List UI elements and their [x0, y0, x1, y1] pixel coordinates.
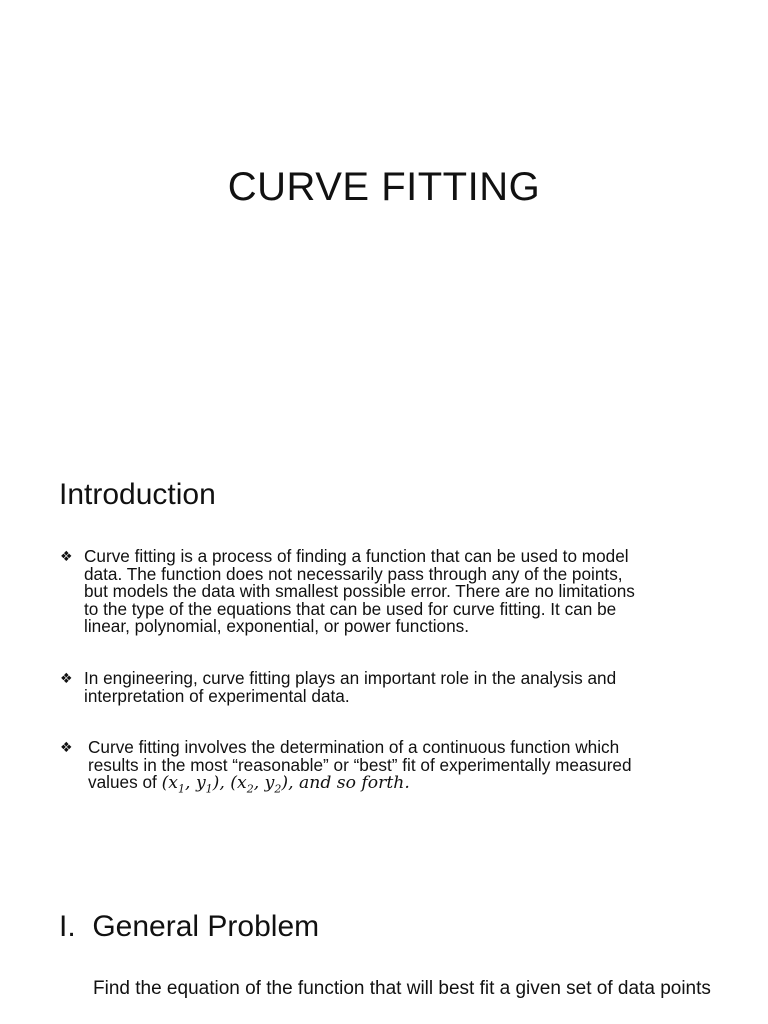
- intro-bullet-3: [60, 739, 632, 798]
- bullet-text: Curve fitting is a process of finding a function that can be used to model data. The function does not necessarily pass through any of the points, but models the data with smallest possible error. There are no limitations to the type of the equations that can be used for curve fitting. It can be linear, polynomial, exponential, or power functions.: [84, 546, 635, 636]
- intro-bullet-2: [60, 670, 616, 705]
- general-problem-heading: I. General Problem: [59, 910, 320, 943]
- math-expression: ($x_1$, $y_1$), ($x_2$, $y_2$), and so forth.: [161, 773, 410, 796]
- diamond-bullet-icon: ❖: [60, 670, 73, 686]
- page-title: CURVE FITTING: [227, 165, 541, 209]
- bullet-text: In engineering, curve fitting plays an important role in the analysis and interpretation of experimental data.: [84, 668, 617, 706]
- bullet-text-lead: Curve fitting involves the determination of a continuous function which results in the most “reasonable” or “best” fit of experimentally measured values of: [88, 737, 632, 792]
- diamond-bullet-icon: ❖: [60, 548, 73, 564]
- bullet-text: [88, 739, 632, 798]
- general-problem-body: Find the equation of the function that will best fit a given set of data points: [93, 978, 711, 999]
- introduction-heading: Introduction: [59, 478, 216, 511]
- diamond-bullet-icon: ❖: [60, 739, 73, 755]
- intro-bullet-1: [60, 548, 635, 636]
